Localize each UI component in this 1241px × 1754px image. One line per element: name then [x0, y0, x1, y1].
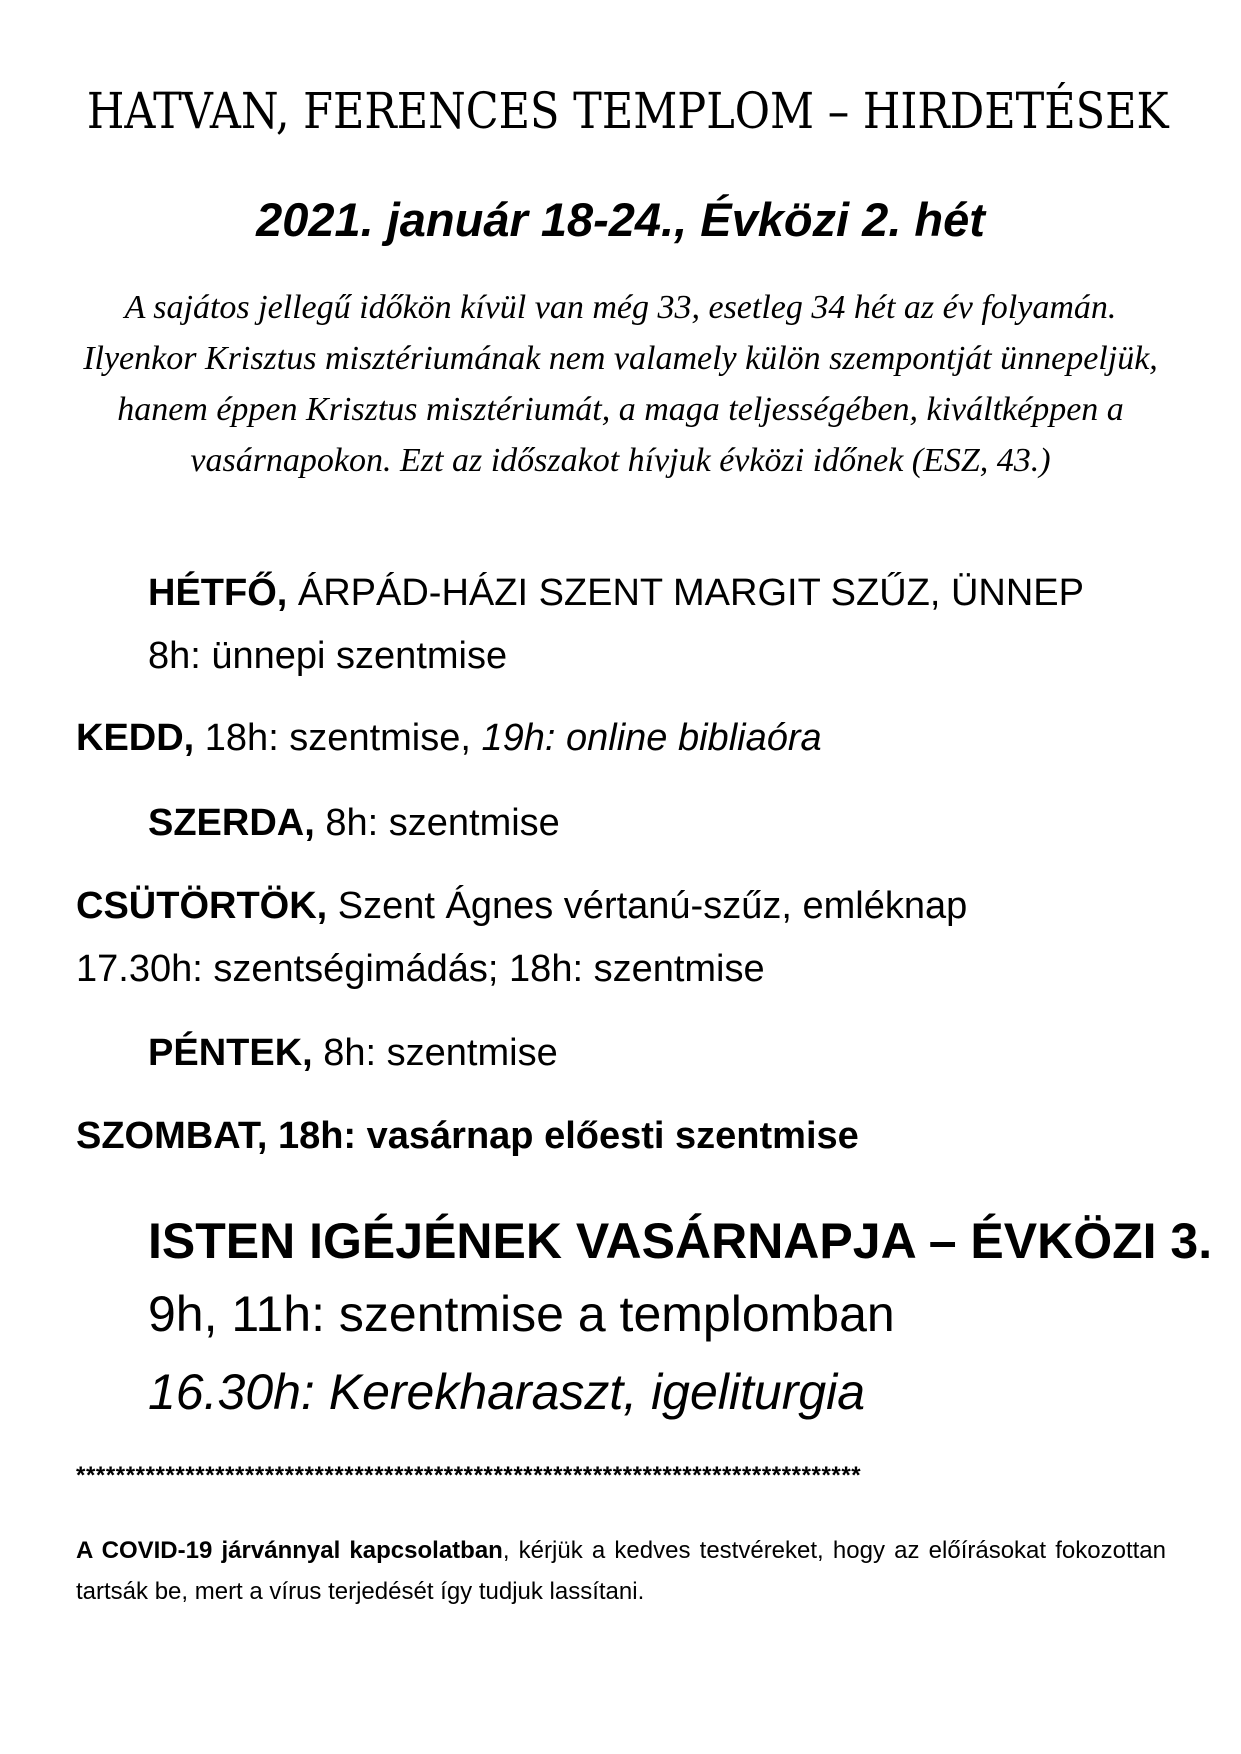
friday-day: PÉNTEK, [148, 1032, 313, 1074]
monday-mass: 8h: ünnepi szentmise [148, 635, 508, 677]
asterisk-separator: ******************************************************************************* [76, 1462, 862, 1489]
thursday-feast: Szent Ágnes vértanú-szűz, emléknap [327, 885, 968, 927]
sunday-mass: 9h, 11h: szentmise a templomban [148, 1286, 895, 1342]
tuesday-line [76, 717, 822, 760]
liturgical-quote: A sajátos jellegű időkön kívül van még 33, esetleg 34 hét az év folyamán. Ilyenkor Krisztus misztériumának nem valamely külön szempontját ünnepeljük, hanem éppen Krisztus misztériumát, a maga teljességében, kiváltképpen a vasárnapokon. Ezt az időszakot hívjuk évközi időnek (ESZ, 43.) [83, 289, 1158, 479]
covid-notice [76, 1530, 1166, 1612]
week-subtitle: 2021. január 18-24., Évközi 2. hét [256, 193, 985, 246]
tuesday-mass: 18h: szentmise, [194, 717, 482, 759]
friday-line [148, 1032, 558, 1075]
covid-notice-text: , kérjük a kedves testvéreket, hogy az előírásokat fokozottan tartsák be, mert a vírus terjedését így tudjuk lassítani. [76, 1537, 1166, 1605]
tuesday-bible-study: 19h: online bibliaóra [481, 717, 822, 759]
sunday-title: ISTEN IGÉJÉNEK VASÁRNAPJA – ÉVKÖZI 3. [148, 1213, 1213, 1269]
tuesday-day: KEDD, [76, 717, 195, 759]
monday-feast: ÁRPÁD-HÁZI SZENT MARGIT SZŰZ, ÜNNEP [287, 572, 1084, 614]
thursday-mass: 17.30h: szentségimádás; 18h: szentmise [76, 948, 765, 990]
wednesday-mass: 8h: szentmise [314, 802, 560, 844]
thursday-day: CSÜTÖRTÖK, [76, 885, 328, 927]
saturday-line: SZOMBAT, 18h: vasárnap előesti szentmise [76, 1115, 859, 1157]
wednesday-day: SZERDA, [148, 802, 315, 844]
covid-notice-bold: A COVID-19 járvánnyal kapcsolatban [76, 1537, 503, 1564]
monday-day: HÉTFŐ, [148, 572, 288, 614]
friday-mass: 8h: szentmise [312, 1032, 558, 1074]
thursday-line [76, 885, 967, 928]
sunday-liturgy: 16.30h: Kerekharaszt, igeliturgia [148, 1364, 866, 1420]
monday-line [148, 572, 1084, 615]
page-title: HATVAN, FERENCES TEMPLOM – HIRDETÉSEK [86, 82, 1169, 140]
wednesday-line [148, 802, 560, 845]
